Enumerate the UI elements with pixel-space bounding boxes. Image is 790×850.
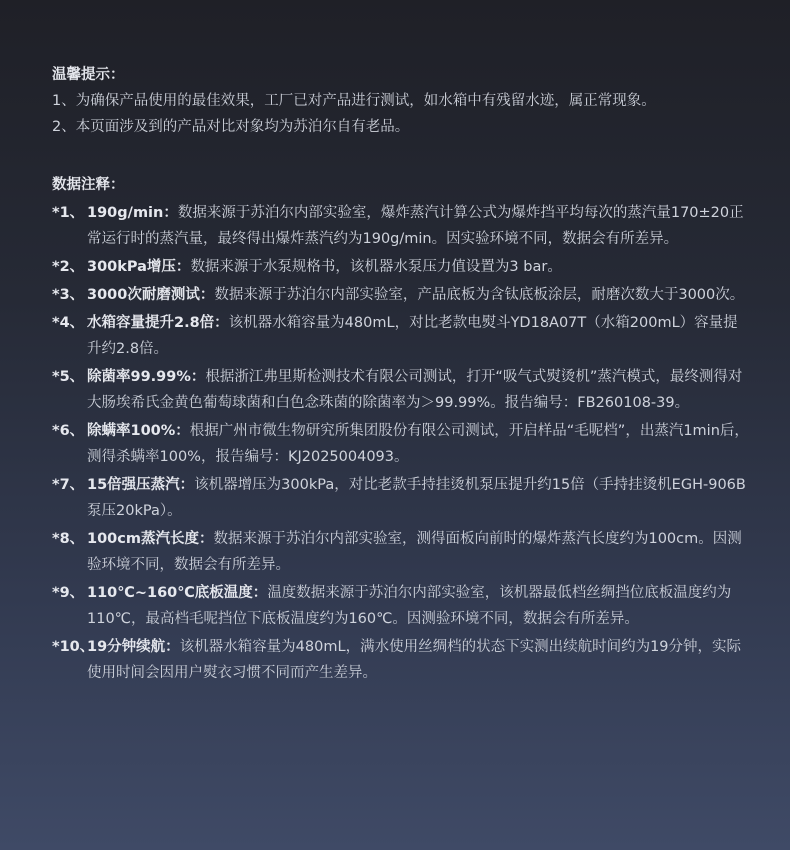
- notes-page: [52, 62, 752, 686]
- note-text: 数据来源于水泵规格书，该机器水泵压力值设置为3 bar。: [190, 259, 562, 275]
- note-term: 15倍强压蒸汽：: [87, 477, 195, 493]
- note-item-2: [52, 254, 752, 280]
- note-term: 水箱容量提升2.8倍：: [87, 315, 229, 331]
- notes-title: 数据注释：: [52, 177, 125, 193]
- note-item-5: [52, 364, 752, 416]
- note-item-4: [52, 310, 752, 362]
- note-item-8: [52, 526, 752, 578]
- note-number: *3、: [52, 287, 85, 303]
- note-text: 数据来源于苏泊尔内部实验室，爆炸蒸汽计算公式为爆炸挡平均每次的蒸汽量170±20正常运行时的蒸汽量，最终得出爆炸蒸汽约为190g/min。因实验环境不同，数据会有所差异。: [87, 205, 744, 247]
- note-number: *6、: [52, 423, 85, 439]
- note-item-3: [52, 282, 752, 308]
- note-number: *8、: [52, 531, 85, 547]
- note-term: 除螨率100%：: [87, 423, 190, 439]
- note-text: 温度数据来源于苏泊尔内部实验室，该机器最低档丝绸挡位底板温度约为110℃，最高档毛呢挡位下底板温度约为160℃。因测验环境不同，数据会有所差异。: [87, 585, 732, 627]
- note-number: *2、: [52, 259, 85, 275]
- note-text: 该机器增压为300kPa，对比老款手持挂烫机泵压提升约15倍（手持挂烫机EGH-906B泵压20kPa）。: [87, 477, 746, 519]
- note-number: *9、: [52, 585, 85, 601]
- tip-line-1: 1、为确保产品使用的最佳效果，工厂已对产品进行测试，如水箱中有残留水迹，属正常现象。: [52, 93, 656, 109]
- note-number: *1、: [52, 205, 85, 221]
- note-term: 除菌率99.99%：: [87, 369, 206, 385]
- data-notes-section: [52, 172, 752, 686]
- tip-line-2: 2、本页面涉及到的产品对比对象均为苏泊尔自有老品。: [52, 119, 410, 135]
- note-item-10: [52, 634, 752, 686]
- note-text: 该机器水箱容量为480mL，对比老款电熨斗YD18A07T（水箱200mL）容量提升约2.8倍。: [87, 315, 738, 357]
- note-text: 数据来源于苏泊尔内部实验室，测得面板向前时的爆炸蒸汽长度约为100cm。因测验环境不同，数据会有所差异。: [87, 531, 742, 573]
- note-item-7: [52, 472, 752, 524]
- note-term: 19分钟续航：: [87, 639, 180, 655]
- note-term: 300kPa增压：: [87, 259, 191, 275]
- note-text: 根据浙江弗里斯检测技术有限公司测试，打开“吸气式熨烫机”蒸汽模式，最终测得对大肠埃希氏金黄色葡萄球菌和白色念珠菌的除菌率为＞99.99%。报告编号：FB260108-39。: [87, 369, 743, 411]
- note-term: 190g/min：: [87, 205, 178, 221]
- note-number: *4、: [52, 315, 85, 331]
- note-number: *10、: [52, 639, 95, 655]
- tips-title: 温馨提示：: [52, 67, 125, 83]
- note-item-1: [52, 200, 752, 252]
- note-item-9: [52, 580, 752, 632]
- note-text: 该机器水箱容量为480mL，满水使用丝绸档的状态下实测出续航时间约为19分钟，实际使用时间会因用户熨衣习惯不同而产生差异。: [87, 639, 742, 681]
- note-term: 3000次耐磨测试：: [87, 287, 215, 303]
- tips-section: [52, 62, 752, 140]
- note-item-6: [52, 418, 752, 470]
- note-term: 110℃~160℃底板温度：: [87, 585, 268, 601]
- note-number: *7、: [52, 477, 85, 493]
- note-text: 数据来源于苏泊尔内部实验室，产品底板为含钛底板涂层，耐磨次数大于3000次。: [214, 287, 745, 303]
- note-number: *5、: [52, 369, 85, 385]
- note-term: 100cm蒸汽长度：: [87, 531, 214, 547]
- note-text: 根据广州市微生物研究所集团股份有限公司测试，开启样品“毛呢档”，出蒸汽1min后，测得杀螨率100%，报告编号：KJ2025004093。: [87, 423, 749, 465]
